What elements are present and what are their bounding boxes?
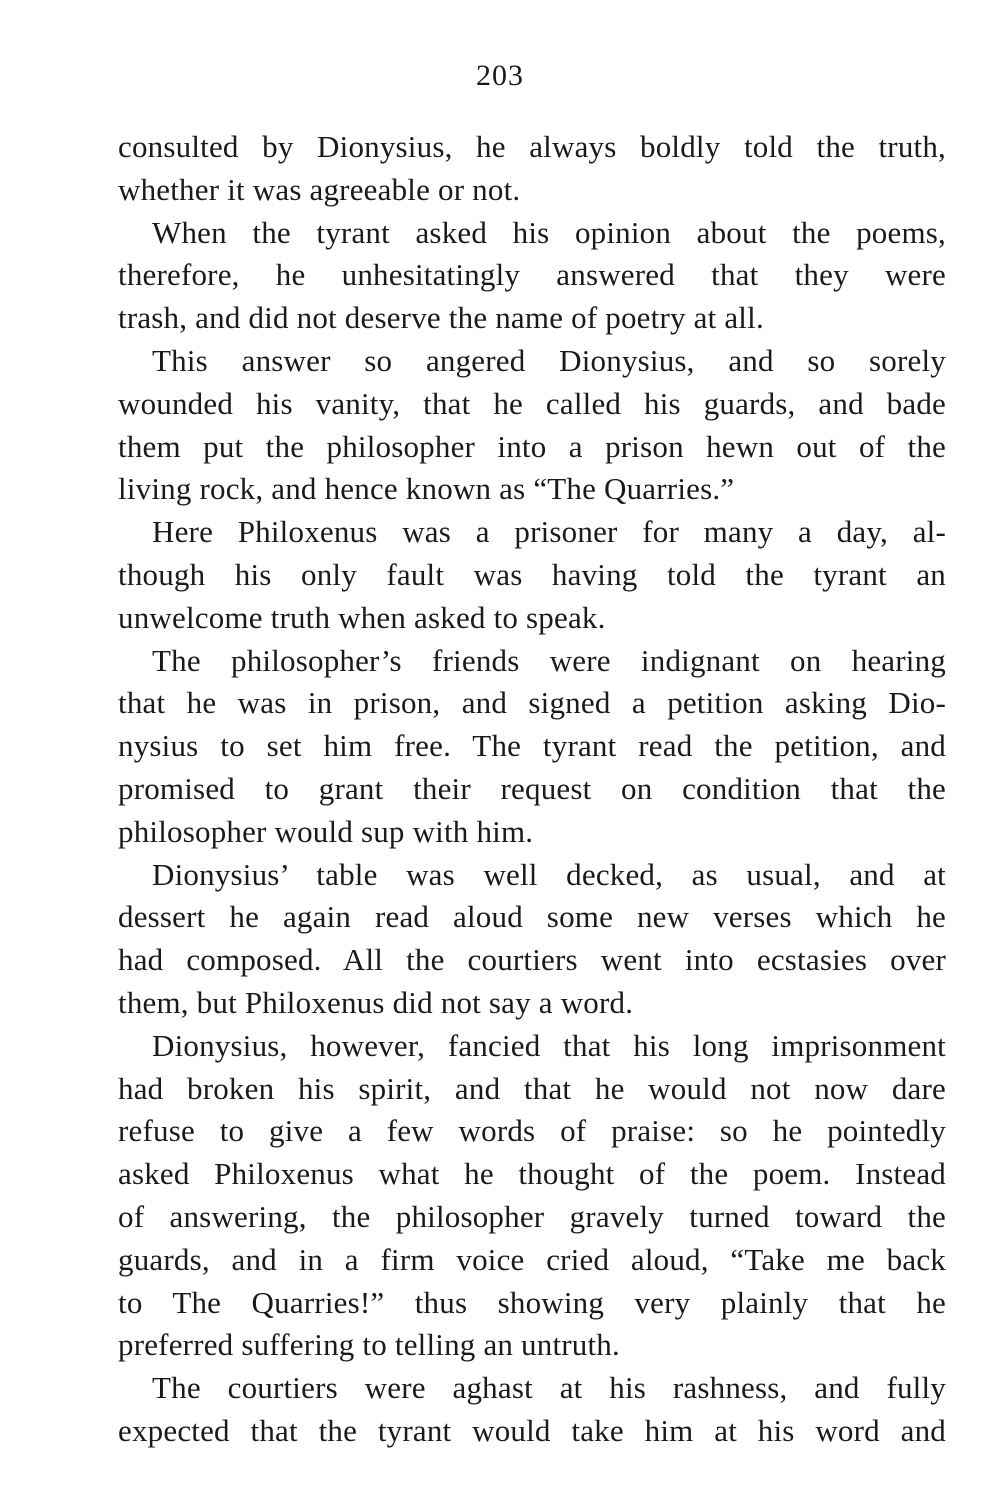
text-line: dessert he again read aloud some new verses which he: [118, 899, 946, 935]
text-line: philosopher would sup with him.: [118, 813, 534, 849]
text-line: asked Philoxenus what he thought of the poem. Instead: [118, 1156, 946, 1192]
text-line: Dionysius, however, fancied that his long imprisonment: [152, 1027, 946, 1063]
text-line: therefore, he unhesitatingly answered that they were: [118, 257, 946, 293]
text-line: consulted by Dionysius, he always boldly told the truth,: [118, 129, 946, 164]
text-line: them, but Philoxenus did not say a word.: [118, 984, 634, 1020]
text-line: trash, and did not deserve the name of poetry at all.: [118, 300, 764, 336]
text-line: Dionysius’ table was well decked, as usual, and at: [152, 856, 946, 892]
text-line: promised to grant their request on condition that the: [118, 770, 946, 806]
text-line: preferred suffering to telling an untruth.: [118, 1327, 620, 1363]
text-line: This answer so angered Dionysius, and so sorely: [152, 342, 946, 378]
text-line: When the tyrant asked his opinion about the poems,: [152, 214, 946, 250]
text-line: The philosopher’s friends were indignant on hearing: [152, 642, 946, 678]
text-line: refuse to give a few words of praise: so he pointedly: [118, 1113, 946, 1149]
text-line: living rock, and hence known as “The Quarries.”: [118, 471, 735, 507]
text-line: them put the philosopher into a prison hewn out of the: [118, 428, 946, 464]
page-number: 203: [476, 59, 524, 92]
text-line: unwelcome truth when asked to speak.: [118, 599, 606, 635]
text-line: of answering, the philosopher gravely turned toward the: [118, 1198, 946, 1234]
text-line: guards, and in a firm voice cried aloud, “Take me back: [118, 1241, 946, 1277]
text-line: had broken his spirit, and that he would not now dare: [118, 1070, 946, 1106]
text-line: wounded his vanity, that he called his guards, and bade: [118, 385, 946, 421]
text-line: Here Philoxenus was a prisoner for many a day, al-: [152, 514, 946, 550]
text-line: had composed. All the courtiers went into ecstasies over: [118, 942, 946, 978]
text-line: to The Quarries!” thus showing very plainly that he: [118, 1284, 946, 1320]
text-line: that he was in prison, and signed a petition asking Dio-: [118, 685, 946, 721]
text-line: though his only fault was having told the tyrant an: [118, 556, 946, 592]
text-line: nysius to set him free. The tyrant read the petition, and: [118, 728, 946, 764]
text-line: expected that the tyrant would take him at his word and: [118, 1412, 946, 1448]
text-line: whether it was agreeable or not.: [118, 171, 521, 207]
text-line: The courtiers were aghast at his rashness, and fully: [152, 1370, 946, 1406]
body-text: [118, 126, 946, 1453]
